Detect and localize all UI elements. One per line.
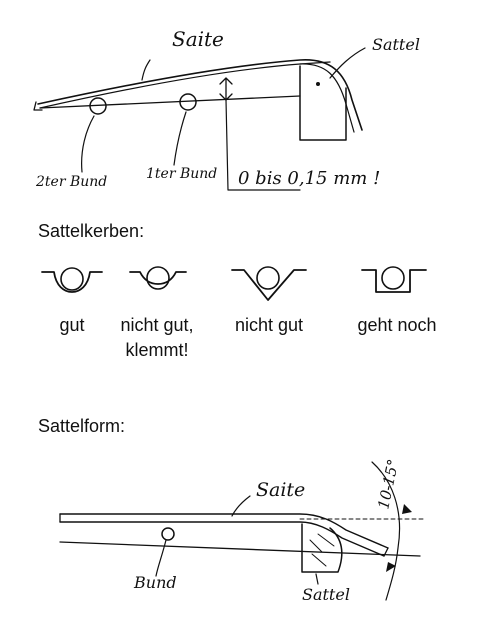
nut-block (300, 66, 346, 140)
string-pointer (142, 60, 150, 80)
string-line (38, 60, 362, 130)
lower-string-pointer (232, 496, 250, 516)
fret1-label: 1ter Bund (146, 166, 218, 182)
lower-string-line-inner (60, 522, 384, 556)
fret2-label: 2ter Bund (36, 174, 108, 190)
string-label: Saite (172, 27, 224, 51)
lower-fret-circle (162, 528, 174, 540)
notch-square-label: geht noch (357, 315, 437, 335)
lower-nut-label: Sattel (302, 585, 350, 604)
angle-label: 10-15° (374, 457, 403, 511)
fret2-pointer (82, 116, 94, 172)
notch-square-icon (362, 267, 426, 292)
lower-nut-pointer (316, 574, 318, 584)
angle-arrow-top (402, 504, 412, 514)
nut-label: Sattel (372, 35, 420, 54)
lower-nut-block (302, 524, 342, 572)
lower-string-label: Saite (256, 479, 306, 501)
fret1-pointer (174, 112, 186, 165)
lower-nut-hatch (310, 534, 334, 566)
lower-fret-label: Bund (134, 573, 177, 592)
top-sketch (34, 27, 420, 190)
notch-tight-icon (130, 267, 186, 289)
notches-heading: Sattelkerben: (38, 221, 145, 241)
fretboard-line (40, 96, 300, 108)
notch-tight-label-2: klemmt! (125, 340, 189, 360)
notch-good-label: gut (59, 315, 85, 335)
notches-section (38, 221, 437, 360)
notch-good-icon (42, 268, 102, 292)
gap-label: 0 bis 0,15 mm ! (238, 168, 381, 189)
nut-dot (316, 82, 320, 86)
gap-arrow (220, 78, 232, 100)
nut-pointer (330, 48, 365, 78)
string-line-inner (40, 64, 354, 132)
notch-tight-label: nicht gut, (120, 315, 194, 335)
notch-v-label: nicht gut (234, 315, 304, 335)
bottom-sketch (38, 416, 425, 604)
shape-heading: Sattelform: (38, 416, 126, 436)
notch-v-icon (232, 267, 306, 300)
